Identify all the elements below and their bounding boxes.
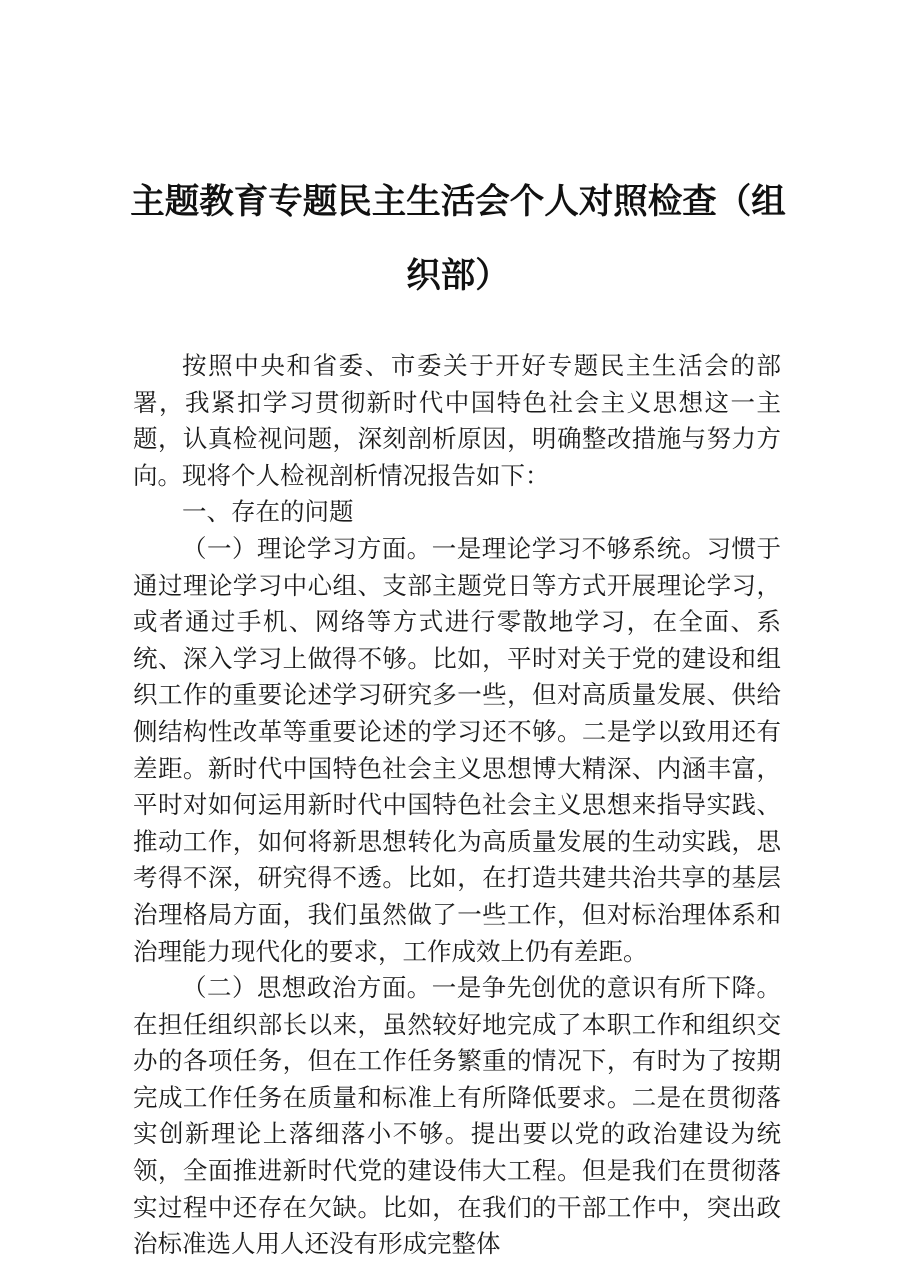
document-title: 主题教育专题民主生活会个人对照检查（组织部）	[130, 182, 786, 296]
body-paragraph: （二）思想政治方面。一是争先创优的意识有所下降。在担任组织部长以来，虽然较好地完成了本职工作和组织交办的各项任务，但在工作任务繁重的情况下，有时为了按期完成工作任务在质量和标准上有所降低要求。二是在贯彻落实创新理论上落细落小不够。提出要以党的政治建设为统领，全面推进新时代党的建设伟大工程。但是我们在贯彻落实过程中还存在欠缺。比如，在我们的干部工作中，突出政治标准选人用人还没有形成完整体	[133, 973, 781, 1259]
document-body	[133, 348, 781, 1263]
section-heading: 一、存在的问题	[182, 497, 354, 527]
intro-paragraph: 按照中央和省委、市委关于开好专题民主生活会的部署，我紧扣学习贯彻新时代中国特色社会主义思想这一主题，认真检视问题，深刻剖析原因，明确整改措施与努力方向。现将个人检视剖析情况报告如下：	[133, 351, 781, 490]
body-paragraph: （一）理论学习方面。一是理论学习不够系统。习惯于通过理论学习中心组、支部主题党日等方式开展理论学习，或者通过手机、网络等方式进行零散地学习，在全面、系统、深入学习上做得不够。比如，平时对关于党的建设和组织工作的重要论述学习研究多一些，但对高质量发展、供给侧结构性改革等重要论述的学习还不够。二是学以致用还有差距。新时代中国特色社会主义思想博大精深、内涵丰富，平时对如何运用新时代中国特色社会主义思想来指导实践、推动工作，如何将新思想转化为高质量发展的生动实践，思考得不深，研究得不透。比如，在打造共建共治共享的基层治理格局方面，我们虽然做了一些工作，但对标治理体系和治理能力现代化的要求，工作成效上仍有差距。	[133, 533, 781, 966]
